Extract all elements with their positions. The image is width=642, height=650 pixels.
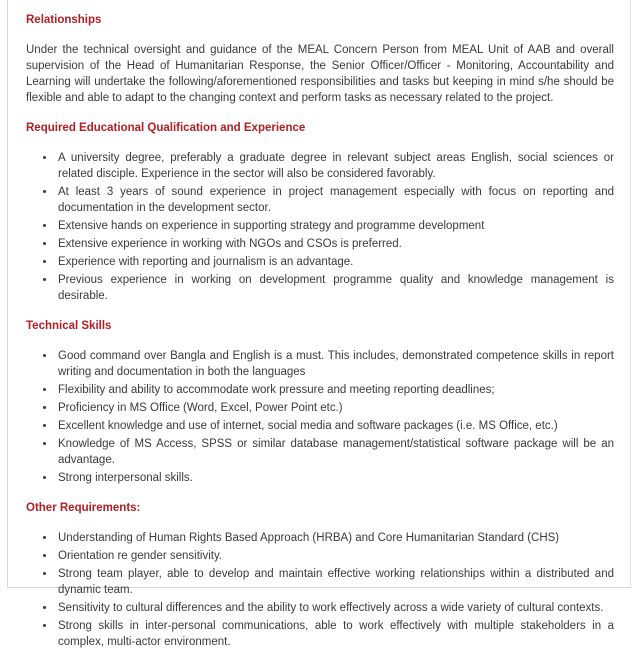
section-heading-other-requirements: Other Requirements: [26,502,141,514]
section-technical-skills [26,318,614,486]
technical-skills-bullet-list [26,348,614,486]
other-requirements-bullet-list [26,530,614,650]
bullet-item: • Extensive hands on experience in supporting strategy and programme development [56,218,614,234]
bullet-item: • Flexibility and ability to accommodate work pressure and meeting reporting deadlines; [56,382,614,398]
bullet-item: • Sensitivity to cultural differences and the ability to work effectively across a wide variety of cultural contexts. [56,600,614,616]
section-other-requirements [26,500,614,650]
bullet-item: • Proficiency in MS Office (Word, Excel, Power Point etc.) [56,400,614,416]
bullet-item: • Strong interpersonal skills. [56,470,614,486]
bullet-item: • Strong skills in inter-personal communications, able to work effectively with multiple stakeholders in a complex, multi-actor environment. [56,618,614,650]
job-description-document [7,0,631,648]
bullet-item: • Experience with reporting and journalism is an advantage. [56,254,614,270]
qualification-bullet-list [26,150,614,304]
bullet-item: • Knowledge of MS Access, SPSS or similar database management/statistical software package will be an advantage. [56,436,614,468]
section-heading-required-qualification: Required Educational Qualification and Experience [26,122,306,134]
bullet-item: • Strong team player, able to develop and maintain effective working relationships within a distributed and dynamic team. [56,566,614,598]
bullet-item: • At least 3 years of sound experience in project management especially with focus on reporting and documentation in the development sector. [56,184,614,216]
section-required-qualification [26,120,614,304]
relationships-paragraph: Under the technical oversight and guidance of the MEAL Concern Person from MEAL Unit of AAB and overall supervision of the Head of Humanitarian Response, the Senior Officer/Officer - Monitoring, Accountability and Learning will undertake the following/aforementioned responsibilities and tasks but keeping in mind s/he should be flexible and able to adapt to the changing context and perform tasks as necessary related to the project. [26,44,614,104]
bullet-item: • Understanding of Human Rights Based Approach (HRBA) and Core Humanitarian Standard (CHS) [56,530,614,546]
bullet-item: • A university degree, preferably a graduate degree in relevant subject areas English, social sciences or related disciple. Experience in the sector will also be considered favorably. [56,150,614,182]
section-heading-relationships: Relationships [26,14,102,26]
bullet-item: • Excellent knowledge and use of internet, social media and software packages (i.e. MS Office, etc.) [56,418,614,434]
section-heading-technical-skills: Technical Skills [26,320,112,332]
bullet-item: • Previous experience in working on development programme quality and knowledge management is desirable. [56,272,614,304]
bullet-item: • Good command over Bangla and English is a must. This includes, demonstrated competence skills in report writing and documentation in both the languages [56,348,614,380]
bullet-item: • Orientation re gender sensitivity. [56,548,614,564]
section-relationships [26,12,614,106]
bullet-item: • Extensive experience in working with NGOs and CSOs is preferred. [56,236,614,252]
